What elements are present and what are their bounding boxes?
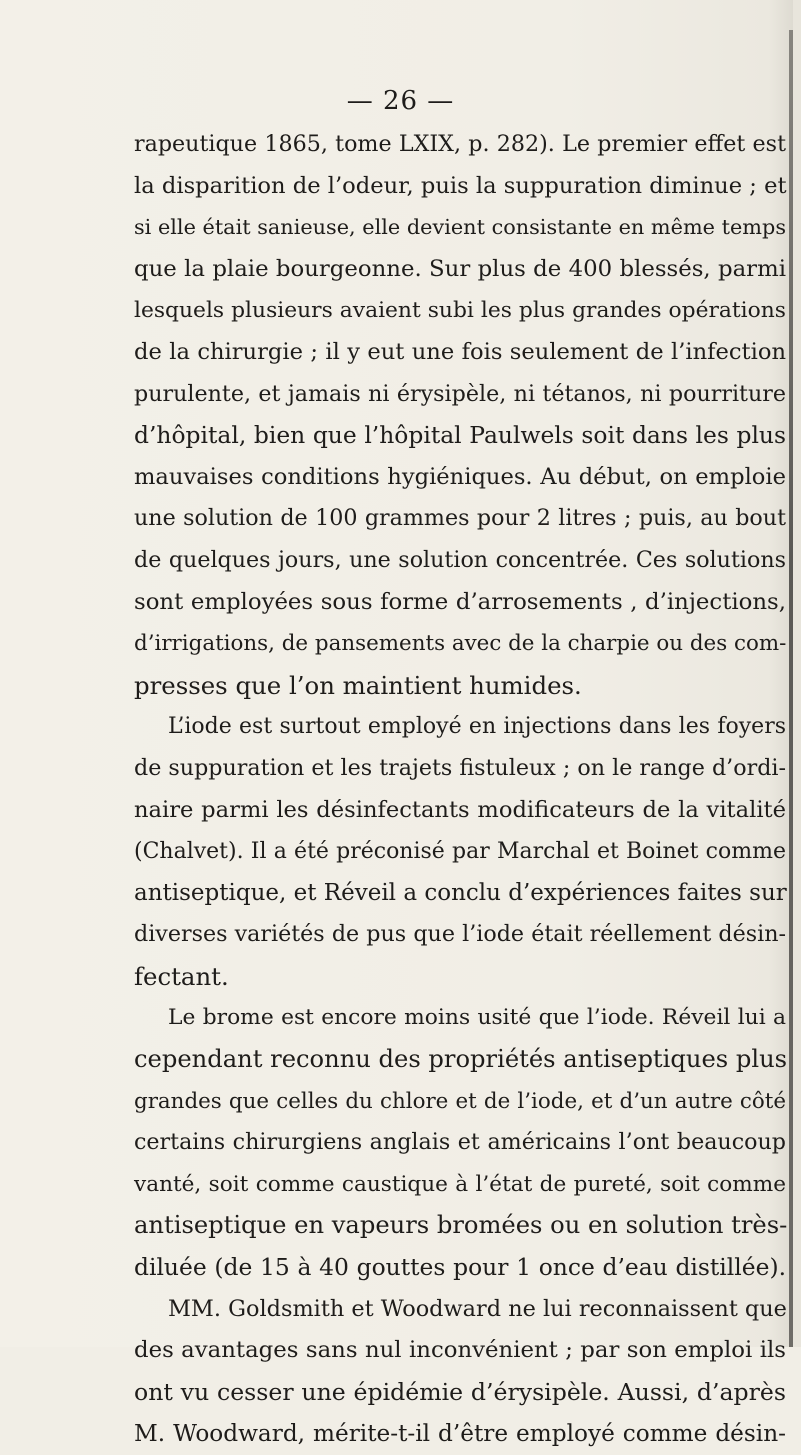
text-line: sont employées sous forme d’arrosements , d’injections, xyxy=(134,588,786,615)
text-line: diverses variétés de pus que l’iode était réellement désin- xyxy=(134,921,786,948)
text-line: presses que l’on maintient humides. xyxy=(134,670,582,700)
text-line: antiseptique en vapeurs bromées ou en solution très- xyxy=(134,1211,788,1240)
text-line: que la plaie bourgeonne. Sur plus de 400 blessés, parmi xyxy=(134,255,786,282)
text-line: L’iode est surtout employé en injections dans les foyers xyxy=(168,714,786,740)
text-line: ont vu cesser une épidémie d’érysipèle. Aussi, d’après xyxy=(134,1377,786,1406)
text-line: (Chalvet). Il a été préconisé par Marchal et Boinet comme xyxy=(134,839,786,865)
text-line: fectant. xyxy=(134,961,229,991)
text-line: certains chirurgiens anglais et américains l’ont beaucoup xyxy=(134,1129,786,1156)
text-line: d’hôpital, bien que l’hôpital Paulwels soit dans les plus xyxy=(134,421,786,450)
text-line: d’irrigations, de pansements avec de la charpie ou des com- xyxy=(134,631,787,657)
text-line: de suppuration et les trajets fistuleux ; on le range d’ordi- xyxy=(134,754,786,781)
text-line: des avantages sans nul inconvénient ; par son emploi ils xyxy=(134,1337,786,1364)
page-edge-margin xyxy=(793,0,801,1347)
text-line: M. Woodward, mérite-t-il d’être employé comme désin- xyxy=(134,1420,786,1448)
text-line: mauvaises conditions hygiéniques. Au début, on emploie xyxy=(134,463,786,490)
text-line: cependant reconnu des propriétés antiseptiques plus xyxy=(134,1045,788,1074)
text-line: diluée (de 15 à 40 gouttes pour 1 once d’eau distillée). xyxy=(134,1253,786,1282)
text-line: MM. Goldsmith et Woodward ne lui reconnaissent que xyxy=(168,1295,787,1322)
text-line: de la chirurgie ; il y eut une fois seulement de l’infection xyxy=(134,338,786,365)
page-edge-shadow xyxy=(789,30,793,1347)
text-line: naire parmi les désinfectants modificateurs de la vitalité xyxy=(134,796,786,823)
text-line: purulente, et jamais ni érysipèle, ni tétanos, ni pourriture xyxy=(134,380,786,407)
text-line: Le brome est encore moins usité que l’iode. Réveil lui a xyxy=(168,1005,786,1031)
text-line: de quelques jours, une solution concentrée. Ces solutions xyxy=(134,546,786,573)
text-line: la disparition de l’odeur, puis la suppuration diminue ; et xyxy=(134,172,787,199)
text-line: lesquels plusieurs avaient subi les plus grandes opérations xyxy=(134,298,786,324)
page-number: — 26 — xyxy=(346,86,455,116)
text-line: vanté, soit comme caustique à l’état de pureté, soit comme xyxy=(134,1171,786,1197)
text-line: grandes que celles du chlore et de l’iode, et d’un autre côté xyxy=(134,1088,786,1114)
text-line: si elle était sanieuse, elle devient consistante en même temps xyxy=(134,215,786,240)
text-line: rapeutique 1865, tome LXIX, p. 282). Le premier effet est xyxy=(134,131,786,157)
text-line: antiseptique, et Réveil a conclu d’expériences faites sur xyxy=(134,879,787,906)
body-text xyxy=(134,124,786,1455)
text-line: une solution de 100 grammes pour 2 litres ; puis, au bout xyxy=(134,505,786,532)
